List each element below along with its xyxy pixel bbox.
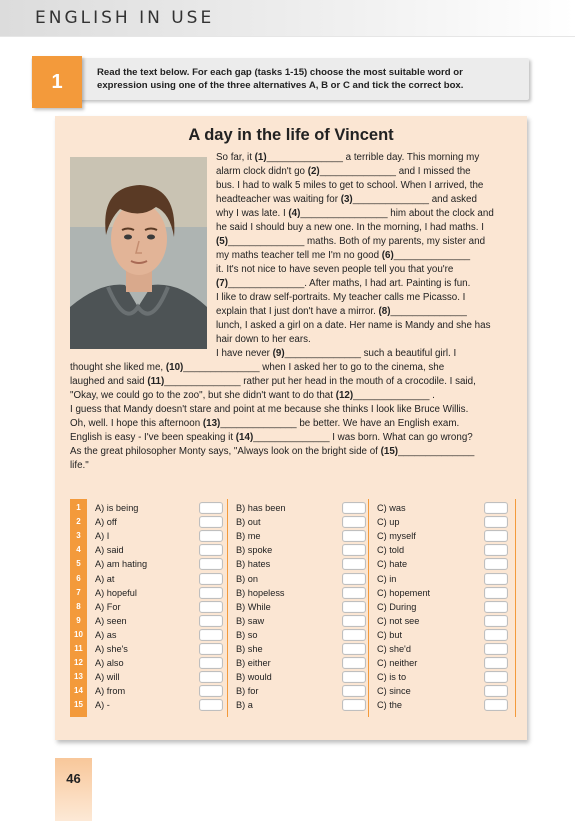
article-line — [216, 347, 456, 361]
option-b-label: B) would — [236, 672, 272, 683]
option-b-label: B) a — [236, 700, 253, 711]
option-b-label: B) she — [236, 644, 263, 654]
gap-number: (10) — [165, 362, 184, 373]
option-b-checkbox[interactable] — [342, 516, 366, 528]
option-b-label: B) out — [236, 517, 261, 528]
article-line — [70, 459, 89, 473]
option-b-label: B) so — [236, 629, 258, 640]
article-line — [216, 249, 470, 263]
option-a-label: A) am hating — [95, 559, 148, 570]
article-line — [216, 221, 484, 235]
option-c-checkbox[interactable] — [484, 558, 508, 570]
article-text: ______________ be better. We have an English exam. — [220, 418, 460, 429]
option-c-checkbox[interactable] — [484, 657, 508, 669]
option-a-checkbox[interactable] — [199, 643, 223, 655]
gap-number: (2) — [307, 166, 320, 177]
option-a-label: A) I — [95, 531, 110, 542]
option-a-checkbox[interactable] — [199, 685, 223, 697]
gap-number: (6) — [381, 250, 394, 261]
option-c-checkbox[interactable] — [484, 502, 508, 514]
question-number: 3 — [76, 531, 81, 541]
column-divider — [515, 499, 516, 717]
article-text: ______________ a terrible day. This morning my — [266, 152, 480, 163]
option-c-label: C) neither — [377, 658, 418, 669]
option-c-label: C) hate — [377, 559, 408, 570]
option-a-label: A) she's — [95, 644, 128, 654]
option-a-label: A) also — [95, 658, 124, 669]
option-b-checkbox[interactable] — [342, 558, 366, 570]
question-number: 8 — [76, 601, 81, 611]
gap-number: (11) — [147, 376, 165, 387]
option-b-checkbox[interactable] — [342, 671, 366, 683]
option-c-label: C) told — [377, 545, 405, 556]
article-line — [216, 305, 467, 319]
option-b-label: B) me — [236, 531, 261, 542]
option-c-label: C) up — [377, 517, 400, 528]
option-c-checkbox[interactable] — [484, 530, 508, 542]
question-number: 1 — [76, 503, 81, 512]
question-number: 6 — [76, 573, 81, 583]
gap-number: (7) — [216, 278, 228, 289]
option-b-label: B) saw — [236, 615, 265, 626]
option-a-checkbox[interactable] — [199, 516, 223, 528]
article-line — [216, 277, 470, 291]
question-number: 15 — [74, 700, 83, 710]
option-b-label: B) hates — [236, 559, 271, 570]
option-b-checkbox[interactable] — [342, 544, 366, 556]
option-b-label: B) either — [236, 658, 271, 669]
option-c-checkbox[interactable] — [484, 615, 508, 627]
article-text: ______________ I was born. What can go wrong? — [253, 432, 473, 443]
article-text: ______________ — [390, 306, 467, 317]
article-text: life." — [70, 460, 89, 471]
option-b-label: B) for — [236, 686, 259, 697]
option-b-label: B) hopeless — [236, 587, 285, 598]
option-a-label: A) seen — [95, 615, 127, 626]
option-a-checkbox[interactable] — [199, 544, 223, 556]
option-a-checkbox[interactable] — [199, 657, 223, 669]
article-line — [216, 151, 479, 165]
article-text: So far, it — [216, 152, 255, 163]
article-text: ______________ and asked — [352, 194, 477, 205]
task-number-badge: 1 — [32, 56, 82, 108]
article-text: English is easy - I've been speaking it — [70, 432, 236, 443]
option-c-label: C) she'd — [377, 644, 411, 654]
article-text: ______________ . — [353, 390, 435, 401]
option-a-label: A) as — [95, 629, 117, 640]
article-line — [70, 375, 476, 389]
article-line — [216, 319, 490, 333]
article-text: headteacher was waiting for — [216, 194, 341, 205]
option-c-label: C) During — [377, 601, 417, 612]
question-number: 5 — [76, 559, 81, 569]
article-text: hair down to her ears. — [216, 334, 311, 345]
article-text: ______________ rather put her head in the mouth of a crocodile. I said, — [164, 376, 476, 387]
article-title: A day in the life of Vincent — [188, 126, 394, 144]
gap-number: (9) — [272, 348, 285, 359]
article-line — [216, 333, 311, 347]
option-a-checkbox[interactable] — [199, 601, 223, 613]
option-a-label: A) from — [95, 686, 126, 697]
question-number: 11 — [74, 644, 83, 653]
article-text: ______________ such a beautiful girl. I — [284, 348, 457, 359]
article-text: ______________ maths. Both of my parents, my sister and — [227, 236, 486, 247]
option-a-checkbox[interactable] — [199, 558, 223, 570]
option-b-checkbox[interactable] — [342, 657, 366, 669]
article-line — [216, 165, 471, 179]
option-a-checkbox[interactable] — [199, 587, 223, 599]
article-text: ______________ — [393, 250, 471, 261]
article-text: ______________ when I asked her to go to the cinema, she — [183, 362, 445, 373]
article-line — [70, 361, 444, 375]
option-a-checkbox[interactable] — [199, 615, 223, 627]
article-text: my maths teacher tell me I'm no good — [216, 250, 382, 261]
option-a-label: A) is being — [95, 503, 139, 513]
article-text: As the great philosopher Monty says, "Always look on the bright side of — [70, 446, 381, 457]
option-b-checkbox[interactable] — [342, 502, 366, 514]
gap-number: (15) — [380, 446, 399, 457]
gap-number: (1) — [254, 152, 267, 163]
question-number: 4 — [76, 545, 81, 555]
article-text: alarm clock didn't go — [216, 166, 308, 177]
option-c-checkbox[interactable] — [484, 629, 508, 641]
option-c-checkbox[interactable] — [484, 685, 508, 697]
option-b-checkbox[interactable] — [342, 587, 366, 599]
option-b-checkbox[interactable] — [342, 601, 366, 613]
article-line — [216, 193, 477, 207]
option-c-label: C) myself — [377, 531, 416, 542]
option-b-checkbox[interactable] — [342, 643, 366, 655]
article-text: he said I should buy a new one. In the morning, I had maths. I — [216, 222, 484, 233]
article-text: thought she liked me, — [70, 362, 166, 373]
option-c-label: C) since — [377, 686, 411, 697]
article-text: ______________. After maths, I had art. Painting is fun. — [227, 278, 471, 289]
option-b-checkbox[interactable] — [342, 573, 366, 585]
option-a-checkbox[interactable] — [199, 502, 223, 514]
option-a-label: A) at — [95, 573, 115, 584]
page-number-band — [55, 758, 92, 821]
article-text: "Okay, we could go to the zoo", but she didn't want to do that — [70, 390, 336, 401]
option-a-label: A) - — [95, 700, 110, 711]
gap-number: (4) — [288, 208, 301, 219]
article-line — [70, 389, 435, 403]
option-a-label: A) hopeful — [95, 587, 137, 598]
option-c-checkbox[interactable] — [484, 601, 508, 613]
article-text: I have never — [216, 348, 273, 359]
option-b-checkbox[interactable] — [342, 629, 366, 641]
option-a-checkbox[interactable] — [199, 671, 223, 683]
article-text: I like to draw self-portraits. My teacher calls me Picasso. I — [216, 292, 466, 303]
option-c-label: C) but — [377, 629, 403, 640]
option-c-checkbox[interactable] — [484, 671, 508, 683]
question-number: 9 — [76, 615, 81, 625]
option-b-label: B) spoke — [236, 545, 273, 556]
option-c-checkbox[interactable] — [484, 643, 508, 655]
gap-number: (5) — [216, 236, 228, 247]
option-c-checkbox[interactable] — [484, 544, 508, 556]
article-text: explain that I just don't have a mirror. — [216, 306, 379, 317]
article-line — [70, 403, 468, 417]
section-title: ENGLISH IN USE — [35, 8, 215, 28]
article-text: ______________ — [398, 446, 475, 457]
question-number: 14 — [74, 686, 83, 696]
article-text: lunch, I asked a girl on a date. Her name is Mandy and she has — [216, 320, 491, 331]
question-number: 12 — [74, 658, 83, 668]
option-b-label: B) on — [236, 573, 258, 584]
article-line — [216, 291, 465, 305]
option-b-label: B) has been — [236, 503, 286, 513]
option-c-label: C) the — [377, 700, 403, 711]
gap-number: (12) — [335, 390, 354, 401]
question-number: 7 — [76, 587, 81, 597]
option-c-label: C) was — [377, 503, 406, 513]
question-number: 10 — [74, 629, 83, 639]
gap-number: (14) — [235, 432, 254, 443]
article-line — [70, 417, 459, 431]
article-text: why I was late. I — [216, 208, 289, 219]
article-text: ______________ and I missed the — [319, 166, 471, 177]
portrait-photo — [70, 157, 207, 349]
article-text: it. It's not nice to have seven people tell you that you're — [216, 264, 454, 275]
column-divider — [368, 499, 369, 717]
option-b-checkbox[interactable] — [342, 615, 366, 627]
option-a-checkbox[interactable] — [199, 629, 223, 641]
option-a-checkbox[interactable] — [199, 573, 223, 585]
option-a-checkbox[interactable] — [199, 530, 223, 542]
option-a-checkbox[interactable] — [199, 699, 223, 711]
page-number: 46 — [66, 771, 81, 786]
option-c-label: C) hopement — [377, 587, 431, 598]
option-b-checkbox[interactable] — [342, 699, 366, 711]
option-c-checkbox[interactable] — [484, 516, 508, 528]
article-text: Oh, well. I hope this afternoon — [70, 418, 203, 429]
article-line — [70, 431, 473, 445]
question-number: 13 — [74, 672, 83, 682]
option-b-checkbox[interactable] — [342, 530, 366, 542]
task-instruction-line: expression using one of the three alternatives A, B or C and tick the correct box. — [97, 80, 464, 91]
article-text: laughed and said — [70, 376, 148, 387]
gap-number: (8) — [378, 306, 391, 317]
option-c-checkbox[interactable] — [484, 573, 508, 585]
option-c-label: C) not see — [377, 615, 420, 626]
option-b-label: B) While — [236, 601, 271, 612]
option-b-checkbox[interactable] — [342, 685, 366, 697]
option-c-label: C) is to — [377, 672, 407, 683]
option-a-label: A) said — [95, 545, 124, 556]
option-c-checkbox[interactable] — [484, 699, 508, 711]
option-a-label: A) For — [95, 601, 121, 612]
article-line — [216, 207, 494, 221]
question-number: 2 — [76, 517, 81, 527]
gap-number: (3) — [340, 194, 353, 205]
task-instruction — [97, 66, 517, 92]
article-line — [216, 235, 485, 249]
option-a-label: A) off — [95, 517, 117, 528]
option-c-label: C) in — [377, 573, 397, 584]
gap-number: (13) — [202, 418, 221, 429]
article-text: bus. I had to walk 5 miles to get to school. When I arrived, the — [216, 180, 484, 191]
article-line — [70, 445, 474, 459]
article-text: ________________ him about the clock and — [300, 208, 494, 219]
column-divider — [227, 499, 228, 717]
task-instruction-line: Read the text below. For each gap (tasks 1-15) choose the most suitable word or — [97, 67, 463, 78]
article-line — [216, 179, 483, 193]
option-c-checkbox[interactable] — [484, 587, 508, 599]
article-line — [216, 263, 453, 277]
article-text: I guess that Mandy doesn't stare and point at me because she thinks I look like Bruce Willis. — [70, 404, 469, 415]
option-a-label: A) will — [95, 672, 120, 683]
